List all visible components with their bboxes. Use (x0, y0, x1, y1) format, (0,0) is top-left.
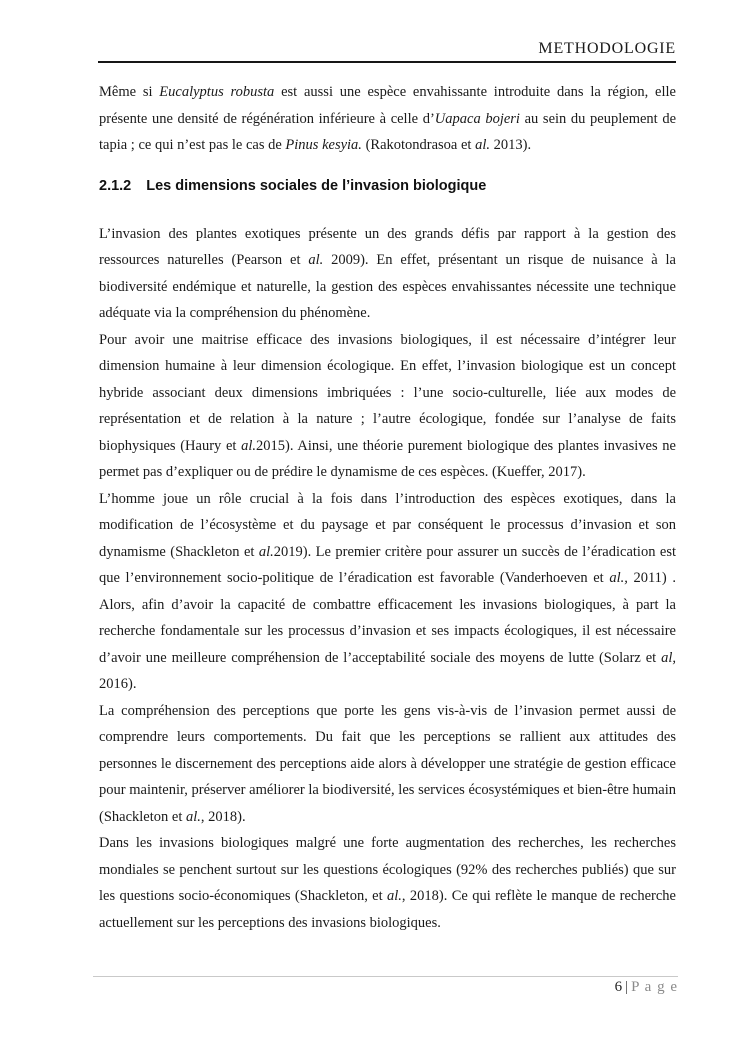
paragraph-maitrise-efficace: Pour avoir une maitrise efficace des invasions biologiques, il est nécessaire d’intégrer leur dimension humaine à leur dimension écologique. En effet, l’invasion biologique est un concept hybride associant deux dimensions imbriquées : l’une socio-culturelle, liée aux modes de représentation et de relation à la nature ; l’autre écologique, fondée sur l’analyse de faits biophysiques (Haury et al.2015). Ainsi, une théorie purement biologique des plantes invasives ne permet pas d’expliquer ou de prédire le dynamisme de ces espèces. (Kueffer, 2017). (99, 331, 676, 480)
page-number: 6 (614, 979, 623, 995)
paragraph-invasion-defis: L’invasion des plantes exotiques présente un des grands défis par rapport à la gestion des ressources naturelles (Pearson et al. 2009). En effet, présentant un risque de nuisance à la biodiversité endémique et naturelle, la gestion des espèces envahissantes nécessite une technique adéquate via la compréhension du phénomène. (99, 225, 676, 321)
footer-page-word: P a g e (631, 979, 678, 995)
paragraph-role-homme: L’homme joue un rôle crucial à la fois dans l’introduction des espèces exotiques, dans la modification de l’écosystème et du paysage et par conséquent le processus d’invasion et son dynamisme (Shackleton et al.2019). Le premier critère pour assurer un succès de l’éradication est que l’environnement socio-politique de l’éradication est favorable (Vanderhoeven et al., 2011) . Alors, afin d’avoir la capacité de combattre efficacement les invasions biologiques, à part la recherche fondamentale sur les processus d’invasion et ses impacts écologiques, il est nécessaire d’avoir une meilleure compréhension de l’acceptabilité sociale des moyens de lutte (Solarz et al, 2016). (99, 490, 677, 692)
page-header (98, 40, 676, 63)
section-title: Les dimensions sociales de l’invasion biologique (146, 177, 487, 194)
page-footer (93, 976, 678, 996)
section-number: 2.1.2 (99, 177, 132, 194)
section-heading (99, 176, 676, 196)
paragraph-comprehension-perceptions: La compréhension des perceptions que porte les gens vis-à-vis de l’invasion permet aussi de comprendre leurs comportements. Du fait que les perceptions se rallient aux attitudes des personnes le discernement des perceptions aide alors à développer une stratégie de gestion efficace pour maintenir, préserver améliorer la biodiversité, les services écosystémiques et bien-être humain (Shackleton et al., 2018). (99, 702, 676, 825)
running-head-title: METHODOLOGIE (538, 40, 676, 57)
paragraph-recherches-mondiales: Dans les invasions biologiques malgré une forte augmentation des recherches, les recherches mondiales se penchent surtout sur les questions écologiques (92% des recherches publiés) que sur les questions socio-économiques (Shackleton, et al., 2018). Ce qui reflète le manque de recherche actuellement sur les perceptions des invasions biologiques. (99, 835, 676, 931)
footer-separator: | (625, 979, 629, 995)
page-body (99, 79, 676, 936)
paragraph-intro: Même si Eucalyptus robusta est aussi une espèce envahissante introduite dans la région, elle présente une densité de régénération inférieure à celle d’Uapaca bojeri au sein du peuplement de tapia ; ce qui n’est pas le cas de Pinus kesyia. (Rakotondrasoa et al. 2013). (99, 84, 677, 153)
